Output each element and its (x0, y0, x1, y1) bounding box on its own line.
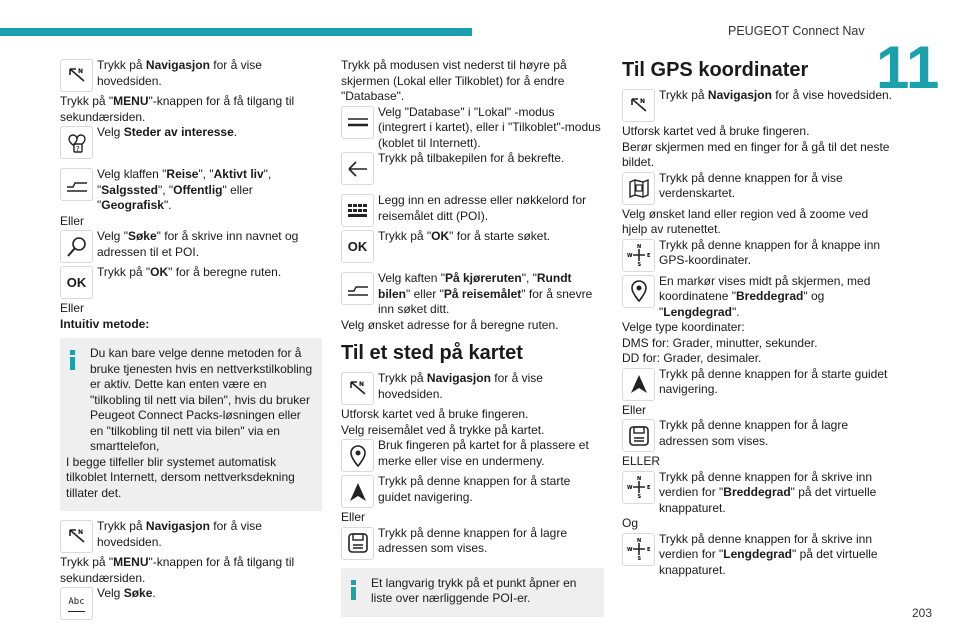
step-back: Trykk på tilbakepilen for å bekrefte. (341, 151, 604, 187)
page-number: 203 (912, 606, 933, 620)
paragraph: Berør skjermen med en finger for å gå til det neste bildet. (622, 139, 890, 169)
column-2 (341, 58, 604, 625)
intuitiv-heading: Intuitiv metode: (60, 316, 150, 331)
abc-keyboard-icon: Abc (60, 587, 93, 620)
paragraph: Trykk på modusen vist nederst til høyre på skjermen (Lokal eller Tilkoblet) for å endre "Database". (341, 58, 567, 103)
step-gps-guide: Trykk på denne knappen for å starte guidet navigering. (622, 367, 892, 403)
svg-text:?: ? (75, 144, 80, 153)
ok-key-icon: OK (341, 230, 374, 263)
svg-text:E: E (646, 485, 650, 491)
step-ok: OK Trykk på "OK" for å beregne ruten. (60, 265, 322, 301)
step-latitude: N S W E Trykk på denne knappen for å skrive inn verdien for "Breddegrad" på det virtuelle knappaturet. (622, 470, 892, 517)
step-filter: Velg kaften "På kjøreruten", "Rundt bilen" eller "På reisemålet" for å snevre inn søket ditt. (341, 271, 604, 318)
navigation-arrow-icon (341, 372, 374, 405)
page-header-title: PEUGEOT Connect Nav (728, 24, 865, 38)
step-poi: ? Velg Steder av interesse. (60, 125, 322, 161)
paragraph: Velg reisemålet ved å trykke på kartet. (341, 422, 545, 437)
step-longitude: N S W E Trykk på denne knappen for å skrive inn verdien for "Lengdegrad" på det virtuelle knappaturet. (622, 532, 892, 579)
back-arrow-icon (341, 152, 374, 185)
compass-icon (622, 533, 655, 566)
column-1 (60, 58, 322, 622)
step-tabs: Velg klaffen "Reise", "Aktivt liv", "Salgssted", "Offentlig" eller "Geografisk". (60, 167, 322, 214)
svg-text:E: E (646, 253, 650, 259)
text-menu-2: Trykk på "MENU"-knappen for å få tilgang til sekundærsiden. (60, 555, 295, 585)
mode-toggle-icon (341, 106, 374, 139)
svg-text:N: N (636, 476, 641, 482)
header-accent-bar (0, 28, 472, 36)
tabs-icon (60, 168, 93, 201)
step-keyword: Legg inn en adresse eller nøkkelord for reisemålet ditt (POI). (341, 193, 604, 229)
save-icon (622, 419, 655, 452)
compass-icon (622, 239, 655, 272)
step-navigation: N Trykk på Navigasjon for å vise hovedsiden. (60, 58, 322, 94)
column-3 (622, 58, 892, 578)
info-icon (70, 350, 75, 370)
pin-icon (622, 275, 655, 308)
paragraph: Utforsk kartet ved å bruke fingeren. (341, 407, 529, 421)
step-gps-nav: N Trykk på Navigasjon for å vise hovedsiden. (622, 88, 892, 124)
navigate-arrow-icon (622, 368, 655, 401)
step-search: Velg "Søke" for å skrive inn navnet og adressen til et POI. (60, 229, 322, 265)
svg-text:W: W (626, 547, 633, 553)
svg-text:S: S (637, 262, 641, 267)
ok-key-icon: OK (60, 266, 93, 299)
info-icon (351, 580, 356, 600)
step-navigation-2: N Trykk på Navigasjon for å vise hovedsiden. (60, 519, 322, 555)
svg-text:E: E (646, 547, 650, 553)
navigation-arrow-icon (60, 520, 93, 553)
step-marker: En markør vises midt på skjermen, med koordinatene "Breddegrad" og "Lengdegrad". (622, 274, 892, 321)
paragraph: Velg ønsket adresse for å beregne ruten. (341, 317, 559, 332)
navigation-arrow-icon (622, 89, 655, 122)
eller-text: ELLER (622, 454, 661, 468)
step-gps-save: Trykk på denne knappen for å lagre adressen som vises. (622, 418, 892, 454)
paragraph: Velge type koordinater: (622, 320, 745, 334)
svg-text:S: S (637, 556, 641, 561)
svg-text:W: W (626, 485, 633, 491)
svg-text:N: N (77, 528, 83, 536)
search-icon (60, 230, 93, 263)
step-pin: Bruk fingeren på kartet for å plassere et merke eller vise en undermeny. (341, 438, 604, 474)
eller-text: Eller (60, 213, 85, 228)
save-icon (341, 527, 374, 560)
tabs-icon (341, 272, 374, 305)
step-guide: Trykk på denne knappen for å starte guidet navigering. (341, 474, 604, 510)
keyboard-icon (341, 194, 374, 227)
step-ok-search: OK Trykk på "OK" for å starte søket. (341, 229, 604, 265)
step-sok: Abc Velg Søke. (60, 586, 322, 622)
step-kart-nav: N Trykk på Navigasjon for å vise hovedsiden. (341, 371, 604, 407)
world-map-icon (622, 172, 655, 205)
paragraph: Velg ønsket land eller region ved å zoome ved hjelp av rutenettet. (622, 206, 869, 236)
svg-text:S: S (637, 494, 641, 499)
info-note-2: Et langvarig trykk på et punkt åpner en liste over nærliggende POI-er. (341, 568, 604, 617)
compass-icon (622, 471, 655, 504)
text-menu: Trykk på "MENU"-knappen for å få tilgang til sekundærsiden. (60, 94, 295, 124)
step-world: Trykk på denne knappen for å vise verdenskartet. (622, 171, 892, 207)
svg-text:N: N (358, 380, 364, 388)
pin-icon (341, 439, 374, 472)
step-gps-coords: N S W E Trykk på denne knappen for å knappe inn GPS-koordinater. (622, 238, 892, 274)
paragraph: DMS for: Grader, minutter, sekunder. (622, 335, 818, 350)
section-heading-gps: Til GPS koordinater (622, 59, 809, 81)
svg-text:N: N (636, 244, 641, 250)
navigation-arrow-icon (60, 59, 93, 92)
eller-text: Eller (60, 301, 85, 315)
chapter-number: 11 (876, 34, 940, 101)
poi-question-icon (60, 126, 93, 159)
paragraph: Utforsk kartet ved å bruke fingeren. (622, 124, 810, 138)
section-heading-kart: Til et sted på kartet (341, 342, 523, 364)
eller-text: Eller (622, 402, 647, 417)
navigate-arrow-icon (341, 475, 374, 508)
paragraph: DD for: Grader, desimaler. (622, 351, 762, 365)
info-note: Du kan bare velge denne metoden for å bruke tjenesten hvis en nettverkstilkobling er aktiv. Dette kan enten være en "tilkobling til nett via bilen", hvis du bruker Peugeot Connect Packs-løsningen eller en "tilkobling til nett via bilen" via en smarttelefon, I begge tilfeller blir systemet automatisk tilkoblet Internett, dersom nettverksdekning tillater det. (60, 338, 322, 511)
step-database: Velg "Database" i "Lokal" -modus (integrert i kartet), eller i "Tilkoblet"-modus (koblet til Internett). (341, 105, 604, 152)
svg-text:N: N (77, 67, 83, 75)
svg-text:N: N (636, 538, 641, 544)
svg-text:N: N (639, 97, 645, 105)
step-save: Trykk på denne knappen for å lagre adressen som vises. (341, 526, 604, 562)
svg-text:W: W (626, 253, 633, 259)
eller-text: Eller (341, 510, 366, 524)
og-text: Og (622, 516, 639, 530)
